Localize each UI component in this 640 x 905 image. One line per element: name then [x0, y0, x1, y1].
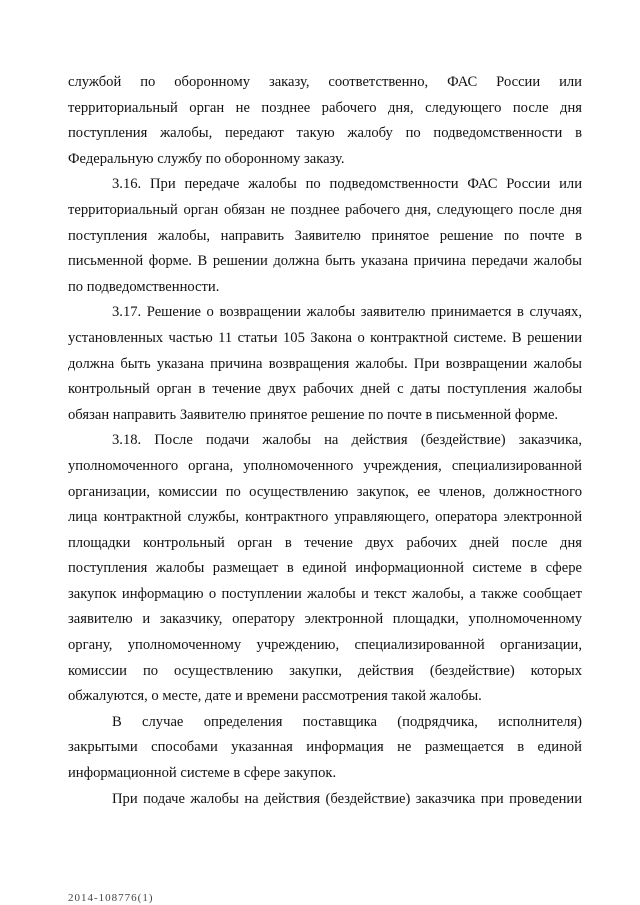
- paragraph-trailing: [68, 787, 582, 813]
- text-line: закрытыми способами указанная информация не размещается в единой: [68, 739, 582, 756]
- text-line: Федеральную службу по оборонному заказу.: [68, 150, 345, 167]
- text-line: 3.16. При передаче жалобы по подведомственности ФАС России или: [112, 176, 582, 193]
- paragraph-3-18: [68, 428, 582, 710]
- text-line: территориальный орган не позднее рабочего дня, следующего после дня: [68, 99, 582, 116]
- paragraph-3-16: [68, 172, 582, 300]
- paragraph-continuation: [68, 70, 582, 172]
- text-line: установленных частью 11 статьи 105 Закона о контрактной системе. В решении: [68, 329, 582, 346]
- text-line: по подведомственности.: [68, 278, 220, 295]
- text-line: уполномоченного органа, уполномоченного учреждения, специализированной: [68, 457, 582, 474]
- text-line: службой по оборонному заказу, соответственно, ФАС России или: [68, 74, 582, 90]
- text-line: информационной системе в сфере закупок.: [68, 765, 337, 782]
- text-line: организации, комиссии по осуществлению закупок, ее членов, должностного: [68, 483, 582, 500]
- document-footer-code: 2014-108776(1): [68, 892, 154, 904]
- text-line: площадки контрольный орган в течение двух рабочих дней после дня: [68, 534, 582, 551]
- text-line: комиссии по осуществлению закупки, действия (бездействие) которых: [68, 662, 582, 679]
- text-line: закупок информацию о поступлении жалобы и текст жалобы, а также сообщает: [68, 585, 582, 602]
- text-line: поступления жалобы, направить Заявителю принятое решение по почте в: [68, 227, 582, 244]
- text-line: обжалуются, о месте, дате и времени рассмотрения такой жалобы.: [68, 688, 482, 705]
- text-line: лица контрактной службы, контрактного управляющего, оператора электронной: [68, 509, 582, 526]
- text-line: органу, уполномоченному учреждению, специализированной организации,: [68, 637, 582, 654]
- text-line: В случае определения поставщика (подрядчика, исполнителя): [112, 713, 582, 730]
- text-line: территориальный орган обязан не позднее рабочего дня, следующего после дня: [68, 201, 582, 218]
- paragraph-closed-procedures: [68, 710, 582, 787]
- text-line: 3.18. После подачи жалобы на действия (бездействие) заказчика,: [112, 432, 582, 449]
- document-body: [68, 70, 582, 812]
- text-line: обязан направить Заявителю принятое решение по почте в письменной форме.: [68, 406, 559, 423]
- text-line: поступления жалобы, передают такую жалобу по подведомственности в: [68, 125, 582, 142]
- text-line: поступления жалобы размещает в единой информационной системе в сфере: [68, 560, 582, 577]
- text-line: должна быть указана причина возвращения жалобы. При возвращении жалобы: [68, 355, 582, 372]
- text-line: 3.17. Решение о возвращении жалобы заявителю принимается в случаях,: [112, 304, 582, 321]
- text-line: При подаче жалобы на действия (бездействие) заказчика при проведении: [112, 790, 582, 807]
- text-line: заявителю и заказчику, оператору электронной площадки, уполномоченному: [68, 611, 582, 628]
- paragraph-3-17: [68, 300, 582, 428]
- text-line: контрольный орган в течение двух рабочих дней с даты поступления жалобы: [68, 381, 582, 398]
- text-line: письменной форме. В решении должна быть указана причина передачи жалобы: [68, 253, 582, 270]
